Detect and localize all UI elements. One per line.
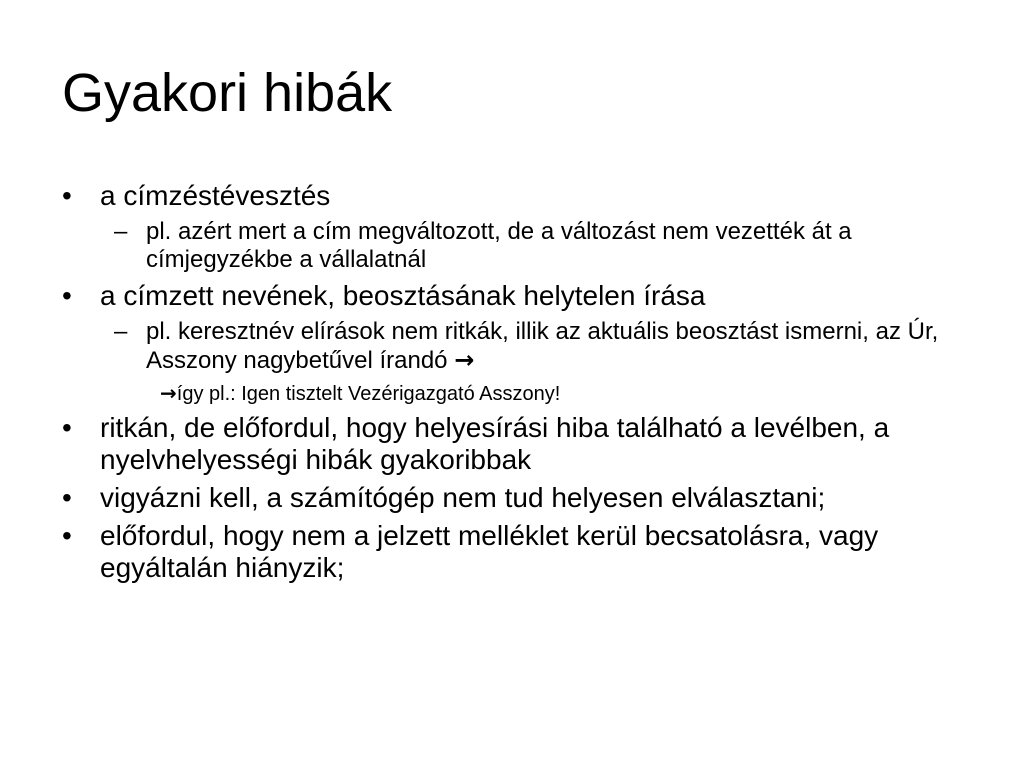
bullet-marker: •	[62, 520, 72, 551]
arrow-right-icon: →	[454, 346, 475, 374]
bullet-text: ritkán, de előfordul, hogy helyesírási hiba található a levélben, a nyelvhelyességi hibák gyakoribbak	[100, 412, 890, 475]
arrow-right-icon: →	[160, 381, 177, 405]
bullet-text: a címzéstévesztés	[100, 180, 331, 211]
bullet-text: előfordul, hogy nem a jelzett melléklet kerül becsatolásra, vagy egyáltalán hiányzik;	[100, 520, 879, 583]
sub-sub-bullet-item	[62, 381, 962, 406]
sub-bullet-text: pl. keresztnév elírások nem ritkák, illik az aktuális beosztást ismerni, az Úr, Asszony nagybetűvel írandó	[146, 318, 939, 374]
bullet-marker: •	[62, 482, 72, 513]
bullet-text: a címzett nevének, beosztásának helytelen írása	[100, 280, 706, 311]
sub-bullet-text: pl. azért mert a cím megváltozott, de a változást nem vezették át a címjegyzékbe a vállalatnál	[146, 218, 852, 273]
bullet-item	[62, 520, 962, 584]
sub-bullet-item	[62, 218, 962, 274]
bullet-item	[62, 280, 962, 312]
bullet-item	[62, 482, 962, 514]
dash-marker: –	[114, 318, 128, 345]
bullet-marker: •	[62, 412, 72, 443]
bullet-text: vigyázni kell, a számítógép nem tud helyesen elválasztani;	[100, 482, 826, 513]
bullet-list	[62, 180, 962, 590]
sub-bullet-item	[62, 318, 962, 375]
dash-marker: –	[114, 218, 128, 245]
bullet-marker: •	[62, 280, 72, 311]
sub-sub-bullet-text: így pl.: Igen tisztelt Vezérigazgató Asszony!	[176, 383, 561, 405]
bullet-marker: •	[62, 180, 72, 211]
bullet-item	[62, 412, 962, 476]
slide-title: Gyakori hibák	[62, 63, 393, 123]
bullet-item	[62, 180, 962, 212]
